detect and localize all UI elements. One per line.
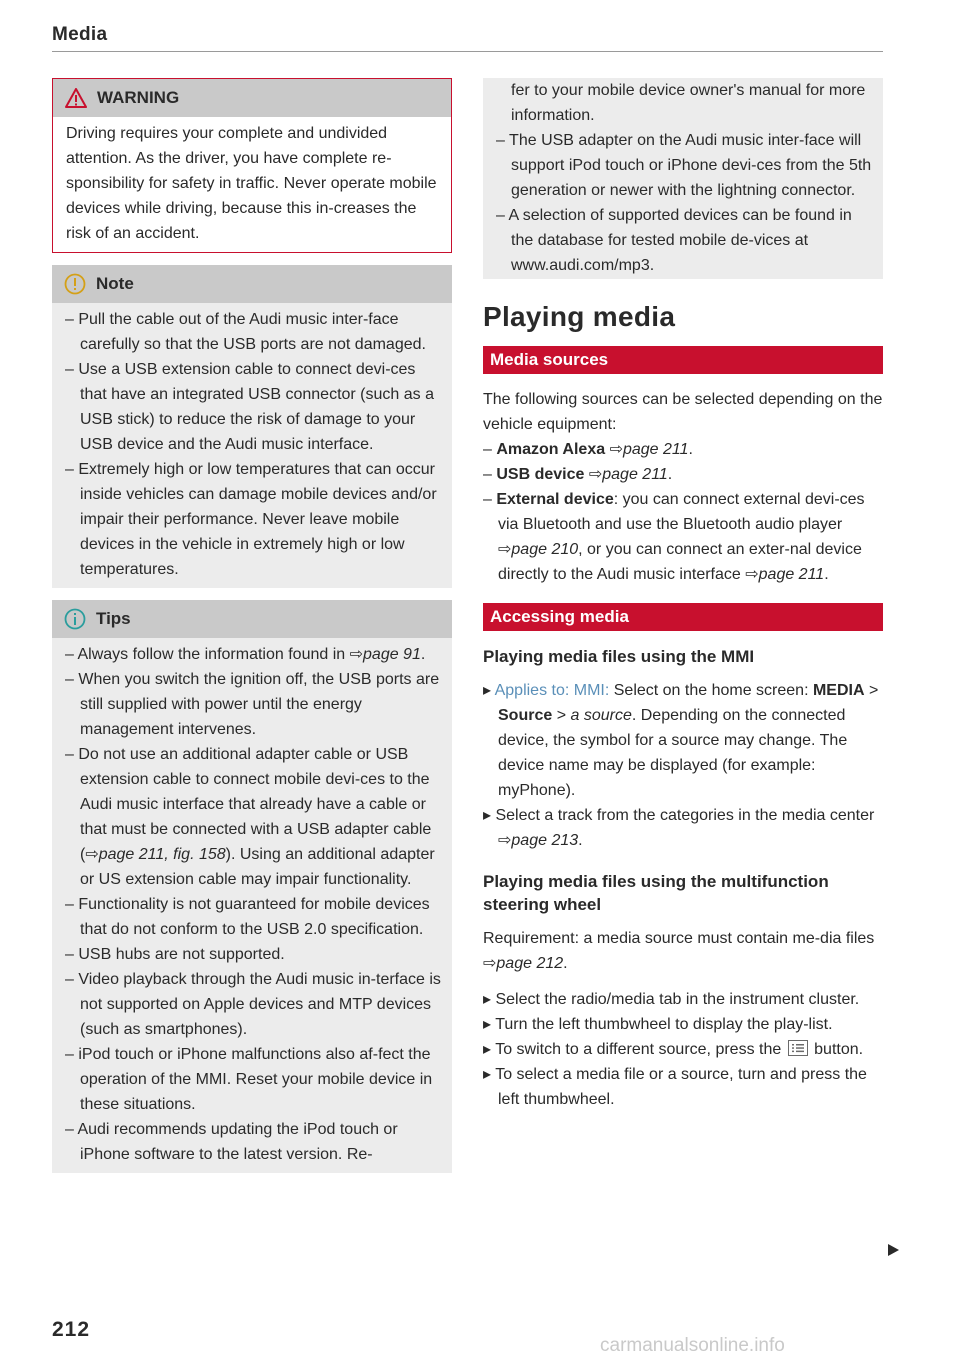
- section-title: Playing media: [483, 301, 676, 332]
- warning-title: WARNING: [97, 88, 180, 107]
- tips-box: [52, 600, 452, 1173]
- step-text: button.: [809, 1041, 864, 1058]
- left-column: [52, 78, 452, 1173]
- source-label: Amazon Alexa: [496, 441, 606, 458]
- tips-item: – Video playback through the Audi music in-terface is not supported on Apple devices and MTP devices (such as smartphones).: [65, 971, 441, 1038]
- source-item-external: – External device: you can connect external devi-ces via Bluetooth and use the Bluetooth audio player ⇨page 210, or you can connect an exter-nal device directly to the Audi music interface ⇨page 211.: [483, 491, 865, 583]
- tips-item: – USB hubs are not supported.: [65, 946, 285, 963]
- requirement-label: Requirement: a media source must contain me-dia files: [483, 930, 875, 947]
- tips-text: .: [420, 646, 426, 663]
- media-sources-intro: The following sources can be selected depending on the vehicle equipment:: [483, 391, 883, 433]
- step-item: ▸ To switch to a different source, press the button.: [483, 1041, 864, 1058]
- warning-box: [52, 78, 452, 253]
- menu-a-source: a source: [570, 707, 632, 724]
- step-text: To switch to a different source, press the: [495, 1041, 786, 1058]
- tips-text: ). Using an additional adapter or US extension cable may impair functionality.: [80, 846, 435, 888]
- step-text: . Depending on the connected device, the symbol for a source may change. The device name may be displayed (for example: myPhone).: [498, 707, 848, 799]
- separator: >: [552, 707, 571, 724]
- accessing-media-bar: Accessing media: [483, 603, 883, 631]
- tips-continued-box: [483, 78, 883, 279]
- page-reference-link[interactable]: ⇨page 91: [349, 646, 421, 663]
- page-reference-link[interactable]: ⇨page 211, fig. 158: [85, 846, 226, 863]
- step-item: ▸ Select a track from the categories in the media center ⇨page 213.: [483, 807, 875, 849]
- header-rule: [52, 51, 883, 52]
- tips-item: – Audi recommends updating the iPod touch or iPhone software to the latest version. Re-: [65, 1121, 398, 1163]
- note-header: [52, 265, 452, 303]
- tips-item: – Functionality is not guaranteed for mobile devices that do not conform to the USB 2.0 specification.: [65, 896, 430, 938]
- source-label: External device: [496, 491, 614, 508]
- step-text: Select the radio/media tab in the instrument cluster.: [495, 991, 860, 1008]
- requirement-text: Requirement: a media source must contain me-dia files ⇨page 212.: [483, 930, 875, 972]
- media-sources-bar: Media sources: [483, 346, 883, 374]
- tips-item-continued: fer to your mobile device owner's manual for more information.: [511, 82, 866, 124]
- tips-title: Tips: [96, 609, 131, 628]
- warning-header: [53, 79, 451, 117]
- note-title: Note: [96, 274, 134, 293]
- subheading-mmi: Playing media files using the MMI: [483, 647, 755, 666]
- warning-text: Driving requires your complete and undivided attention. As the driver, you have complete re-sponsibility for safety in traffic. Never operate mobile devices while driving, because this in-creases the risk of an accident.: [66, 125, 437, 242]
- applies-to-label: Applies to: MMI:: [494, 682, 610, 699]
- note-box: [52, 265, 452, 588]
- step-text: Select a track from the categories in the media center: [495, 807, 875, 824]
- tips-item: – The USB adapter on the Audi music inter-face will support iPod touch or iPhone devi-ces from the 5th generation or newer with the lightning connector.: [496, 132, 872, 199]
- mmi-steps: [483, 678, 883, 853]
- note-body: [52, 303, 452, 588]
- source-item-alexa: – Amazon Alexa ⇨page 211.: [483, 441, 693, 458]
- step-item: ▸ To select a media file or a source, turn and press the left thumbwheel.: [483, 1066, 867, 1108]
- tips-item: [65, 642, 442, 667]
- page-header: [52, 24, 883, 46]
- page-reference-link[interactable]: ⇨page 211: [609, 441, 689, 458]
- tips-item: – A selection of supported devices can be found in the database for tested mobile de-vices at www.audi.com/mp3.: [496, 207, 852, 274]
- media-sources-body: [483, 387, 883, 587]
- list-button-icon: [788, 1040, 808, 1056]
- page-reference-link[interactable]: ⇨page 210: [498, 541, 579, 558]
- warning-body: [53, 117, 451, 252]
- tips-header: [52, 600, 452, 638]
- page-reference-link[interactable]: ⇨page 213: [498, 832, 579, 849]
- note-item: – Extremely high or low temperatures that can occur inside vehicles can damage mobile devices and/or impair their performance. Never leave mobile devices in the vehicle in extremely high or low temperatures.: [65, 461, 437, 578]
- source-text: : you can connect external devi-ces via Bluetooth and use the Bluetooth audio player: [498, 491, 865, 533]
- continue-arrow-icon: [886, 1243, 900, 1262]
- step-text: Select on the home screen:: [609, 682, 813, 699]
- page-reference-link[interactable]: ⇨page 212: [483, 955, 564, 972]
- step-text: To select a media file or a source, turn and press the left thumbwheel.: [495, 1066, 867, 1108]
- right-column: [483, 78, 883, 1112]
- note-item: – Use a USB extension cable to connect devi-ces that have an integrated USB connector (such as a USB stick) to reduce the risk of damage to your USB device and the Audi music interface.: [65, 361, 434, 453]
- source-label: USB device: [496, 466, 585, 483]
- step-item: ▸ Applies to: MMI: Select on the home screen: MEDIA > Source > a source. Depending on the connected device, the symbol for a source may change. The device name may be displayed (for example: myPhone).: [483, 682, 879, 799]
- page-reference-link[interactable]: ⇨page 211: [745, 566, 825, 583]
- source-item-usb: – USB device ⇨page 211.: [483, 466, 673, 483]
- tips-item: – iPod touch or iPhone malfunctions also af-fect the operation of the MMI. Reset your mobile device in these situations.: [65, 1046, 433, 1113]
- steering-wheel-steps: [483, 926, 883, 1112]
- info-icon: [64, 608, 86, 630]
- tips-body: [52, 638, 452, 1173]
- menu-source: Source: [498, 707, 553, 724]
- separator: >: [864, 682, 879, 699]
- menu-media: MEDIA: [812, 682, 865, 699]
- step-text: Turn the left thumbwheel to display the play-list.: [495, 1016, 833, 1033]
- note-item: – Pull the cable out of the Audi music inter-face carefully so that the USB ports are not damaged.: [65, 311, 426, 353]
- tips-text: – Always follow the information found in: [65, 646, 350, 663]
- chapter-title: Media: [52, 24, 108, 45]
- page-number: 212: [52, 1318, 91, 1341]
- tips-text: – Do not use an additional adapter cable or USB extension cable to connect mobile devi-ces to the Audi music interface that already have a cable or that must be connected with a USB adapter cable (: [65, 746, 432, 863]
- subheading-steering-wheel: Playing media files using the multifunction steering wheel: [483, 872, 829, 914]
- footer-watermark: carmanualsonline.info: [600, 1335, 785, 1356]
- tips-item: – When you switch the ignition off, the USB ports are still supplied with power until the energy management intervenes.: [65, 671, 440, 738]
- note-exclamation-icon: [64, 273, 86, 295]
- step-item: ▸ Select the radio/media tab in the instrument cluster.: [483, 991, 860, 1008]
- warning-triangle-icon: [65, 88, 87, 108]
- tips-item: [65, 742, 442, 892]
- step-item: ▸ Turn the left thumbwheel to display the play-list.: [483, 1016, 833, 1033]
- page-reference-link[interactable]: ⇨page 211: [588, 466, 668, 483]
- source-text: , or you can connect an exter-nal device directly to the Audi music interface: [498, 541, 862, 583]
